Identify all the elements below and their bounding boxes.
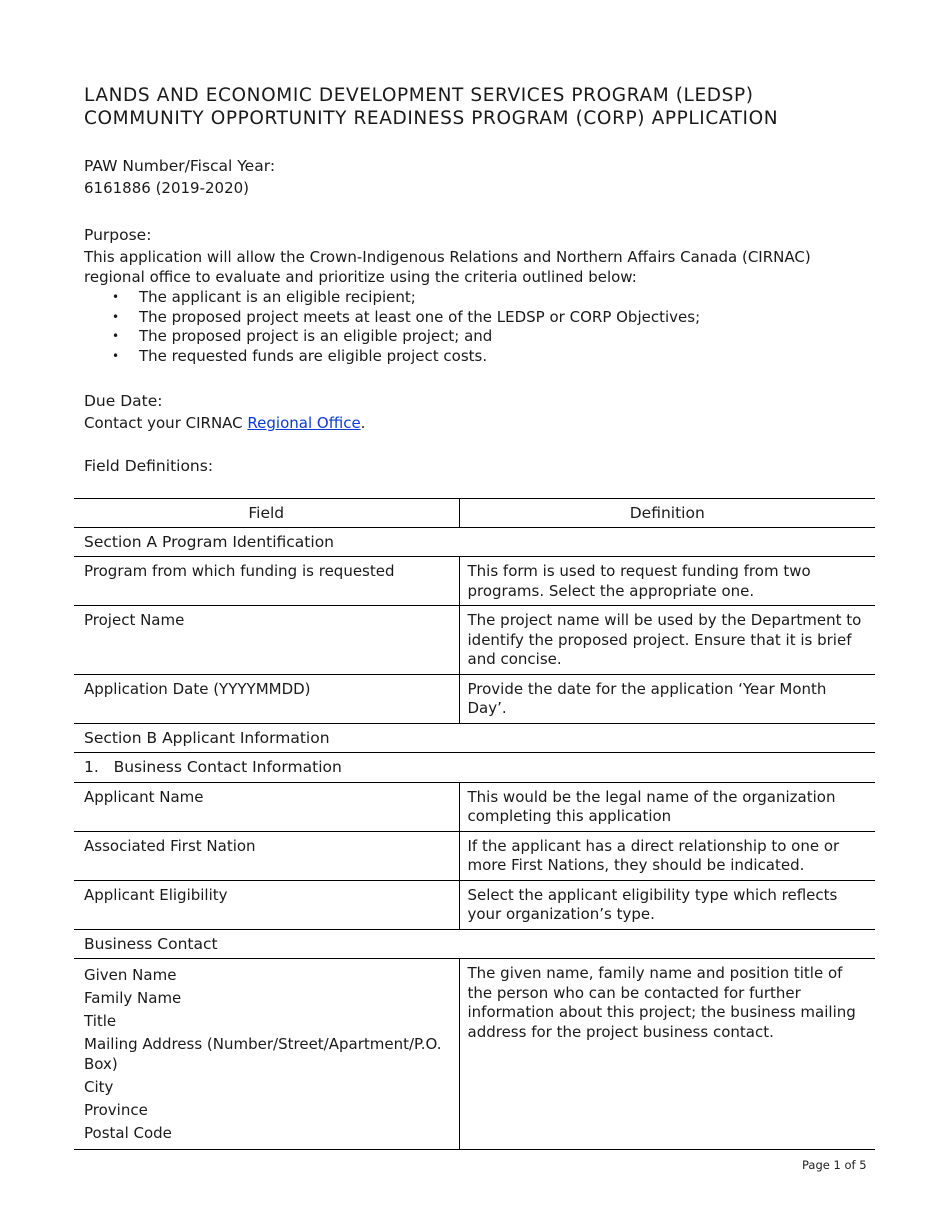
table-row bbox=[74, 782, 875, 831]
table-row bbox=[74, 959, 875, 1150]
contact-fields-cell bbox=[74, 959, 459, 1150]
bullet-icon: • bbox=[112, 348, 120, 363]
title-line-2: COMMUNITY OPPORTUNITY READINESS PROGRAM (CORP) APPLICATION bbox=[84, 108, 779, 129]
document-title bbox=[84, 84, 778, 130]
contact-field: Title bbox=[84, 1012, 117, 1030]
title-line-1: LANDS AND ECONOMIC DEVELOPMENT SERVICES PROGRAM (LEDSP) bbox=[84, 85, 754, 106]
definition-cell: If the applicant has a direct relationship to one or more First Nations, they should be indicated. bbox=[459, 831, 875, 880]
due-date-label: Due Date: bbox=[84, 392, 163, 410]
definition-cell: This would be the legal name of the organization completing this application bbox=[459, 782, 875, 831]
purpose-label: Purpose: bbox=[84, 226, 152, 244]
field-cell: Program from which funding is requested bbox=[74, 557, 459, 606]
contact-field: Mailing Address (Number/Street/Apartment/P.O. Box) bbox=[84, 1035, 442, 1073]
purpose-line-2: regional office to evaluate and prioritize using the criteria outlined below: bbox=[84, 267, 637, 286]
subsection-business-contact-info: 1. Business Contact Information bbox=[74, 753, 875, 783]
contact-field: Postal Code bbox=[84, 1124, 172, 1142]
contact-field: City bbox=[84, 1078, 114, 1096]
definition-cell: The project name will be used by the Department to identify the proposed project. Ensure that it is brief and concise. bbox=[459, 606, 875, 675]
list-item: • The applicant is an eligible recipient; bbox=[112, 288, 416, 306]
section-row bbox=[74, 929, 875, 959]
table-row bbox=[74, 557, 875, 606]
paw-value: 6161886 (2019-2020) bbox=[84, 179, 250, 197]
purpose-body bbox=[84, 248, 874, 366]
column-header-definition: Definition bbox=[459, 499, 875, 528]
field-definitions-label: Field Definitions: bbox=[84, 457, 214, 475]
list-item: • The proposed project is an eligible project; and bbox=[112, 327, 493, 345]
regional-office-link[interactable]: Regional Office bbox=[247, 414, 361, 432]
paw-label: PAW Number/Fiscal Year: bbox=[84, 157, 276, 175]
column-header-field: Field bbox=[74, 499, 459, 528]
section-a-heading: Section A Program Identification bbox=[74, 527, 875, 557]
contact-field: Province bbox=[84, 1101, 148, 1119]
due-date-text: Contact your CIRNAC Regional Office. bbox=[84, 414, 366, 432]
field-cell: Applicant Name bbox=[74, 782, 459, 831]
section-row bbox=[74, 753, 875, 783]
table-row bbox=[74, 880, 875, 929]
list-item: • The proposed project meets at least one of the LEDSP or CORP Objectives; bbox=[112, 307, 701, 326]
table-row bbox=[74, 831, 875, 880]
criteria-list bbox=[84, 288, 874, 366]
contact-field: Family Name bbox=[84, 989, 182, 1007]
list-item: • The requested funds are eligible project costs. bbox=[112, 346, 488, 365]
bullet-icon: • bbox=[112, 309, 120, 324]
section-row bbox=[74, 527, 875, 557]
definition-cell: Provide the date for the application ‘Year Month Day’. bbox=[459, 674, 875, 723]
bullet-icon: • bbox=[112, 290, 120, 304]
section-b-heading: Section B Applicant Information bbox=[74, 723, 875, 753]
table-header-row bbox=[74, 499, 875, 528]
field-cell: Project Name bbox=[74, 606, 459, 675]
table-row bbox=[74, 606, 875, 675]
business-contact-heading: Business Contact bbox=[74, 929, 875, 959]
table-row bbox=[74, 674, 875, 723]
definition-cell: This form is used to request funding from two programs. Select the appropriate one. bbox=[459, 557, 875, 606]
contact-field: Given Name bbox=[84, 966, 177, 984]
definition-cell: The given name, family name and position title of the person who can be contacted for further information about this project; the business mailing address for the project business contact. bbox=[459, 959, 875, 1150]
section-row bbox=[74, 723, 875, 753]
field-definitions-table bbox=[74, 498, 875, 1150]
field-cell: Application Date (YYYYMMDD) bbox=[74, 674, 459, 723]
field-cell: Associated First Nation bbox=[74, 831, 459, 880]
page-number: Page 1 of 5 bbox=[802, 1158, 867, 1172]
bullet-icon: • bbox=[112, 329, 120, 343]
field-cell: Applicant Eligibility bbox=[74, 880, 459, 929]
purpose-line-1: This application will allow the Crown-Indigenous Relations and Northern Affairs Canada (CIRNAC) bbox=[84, 248, 811, 266]
definition-cell: Select the applicant eligibility type which reflects your organization’s type. bbox=[459, 880, 875, 929]
